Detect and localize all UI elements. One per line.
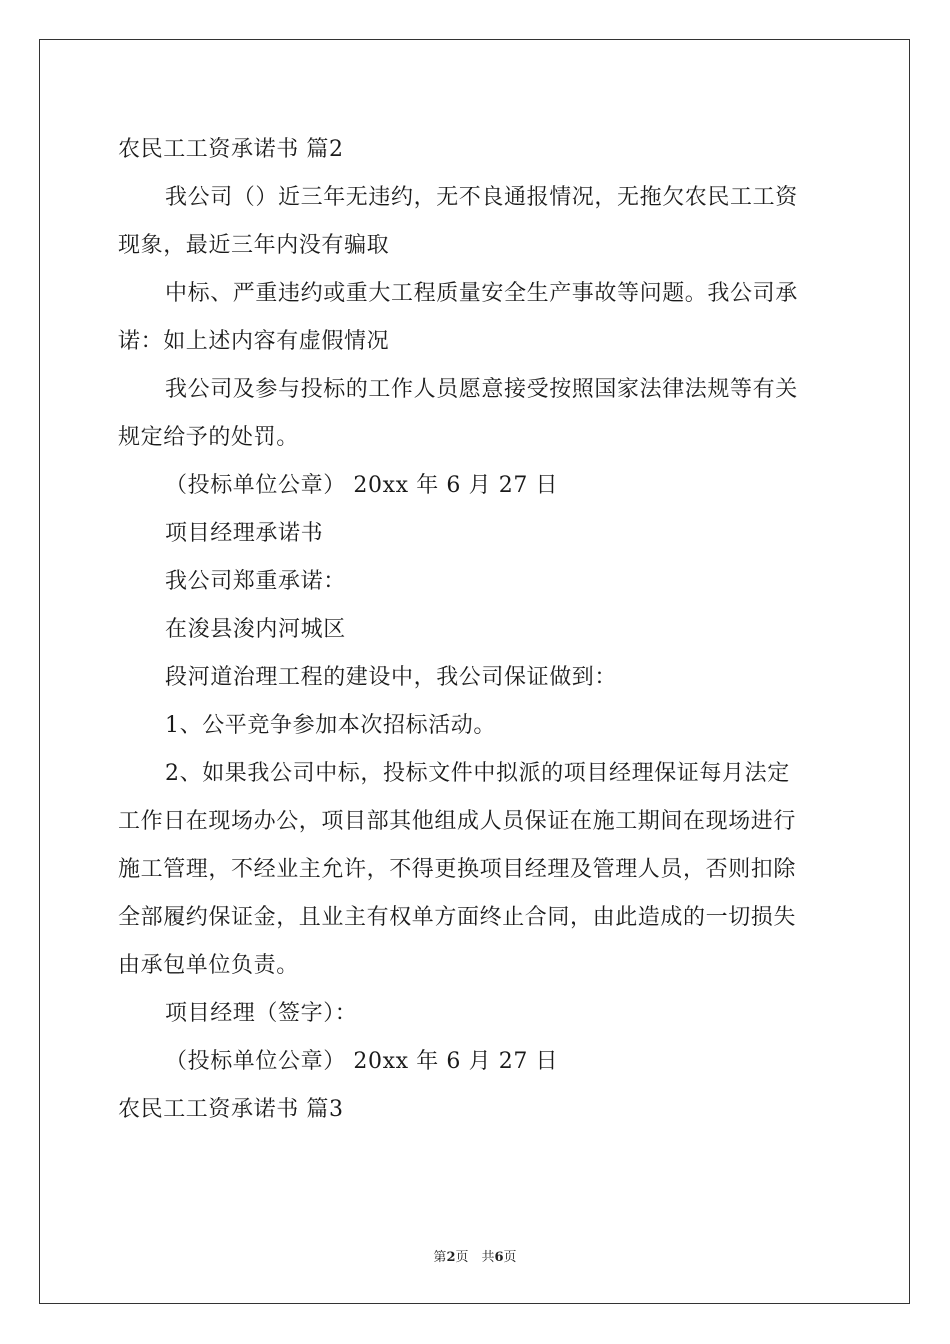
subheading: 项目经理承诺书	[165, 521, 324, 546]
manager-signature-line: 项目经理（签字）：	[165, 1001, 358, 1026]
page-prefix: 第	[433, 1250, 447, 1265]
paragraph-line: 现象，最近三年内没有骗取	[118, 233, 390, 258]
list-item: 2、如果我公司中标，投标文件中拟派的项目经理保证每月法定	[165, 761, 790, 786]
seal-date-line: （投标单位公章） 20xx 年 6 月 27 日	[165, 473, 559, 498]
document-body	[118, 126, 834, 1134]
paragraph-line: 施工管理，不经业主允许，不得更换项目经理及管理人员，否则扣除	[118, 857, 797, 882]
paragraph-line: 工作日在现场办公，项目部其他组成人员保证在施工期间在现场进行	[118, 809, 797, 834]
paragraph-line: 我公司及参与投标的工作人员愿意接受按照国家法律法规等有关	[165, 377, 798, 402]
paragraph-line: 规定给予的处罚。	[118, 425, 299, 450]
paragraph-line: 我公司（）近三年无违约，无不良通报情况，无拖欠农民工工资	[165, 185, 798, 210]
section-heading: 农民工工资承诺书 篇2	[118, 137, 344, 162]
pledge-intro: 我公司郑重承诺：	[165, 569, 346, 594]
project-line: 段河道治理工程的建设中，我公司保证做到：	[165, 665, 618, 690]
page-suffix: 页	[503, 1250, 517, 1265]
list-item: 1、公平竞争参加本次招标活动。	[165, 713, 496, 738]
paragraph-line: 诺：如上述内容有虚假情况	[118, 329, 390, 354]
section-heading: 农民工工资承诺书 篇3	[118, 1097, 344, 1122]
paragraph-line: 全部履约保证金，且业主有权单方面终止合同，由此造成的一切损失	[118, 905, 797, 930]
page-mid: 页 共	[455, 1250, 495, 1265]
seal-date-line: （投标单位公章） 20xx 年 6 月 27 日	[165, 1049, 559, 1074]
page-total: 6	[494, 1250, 504, 1265]
page-current: 2	[446, 1250, 456, 1265]
paragraph-line: 中标、严重违约或重大工程质量安全生产事故等问题。我公司承	[165, 281, 798, 306]
location-line: 在浚县浚内河城区	[165, 617, 346, 642]
paragraph-line: 由承包单位负责。	[118, 953, 299, 978]
page-footer	[0, 1250, 950, 1266]
